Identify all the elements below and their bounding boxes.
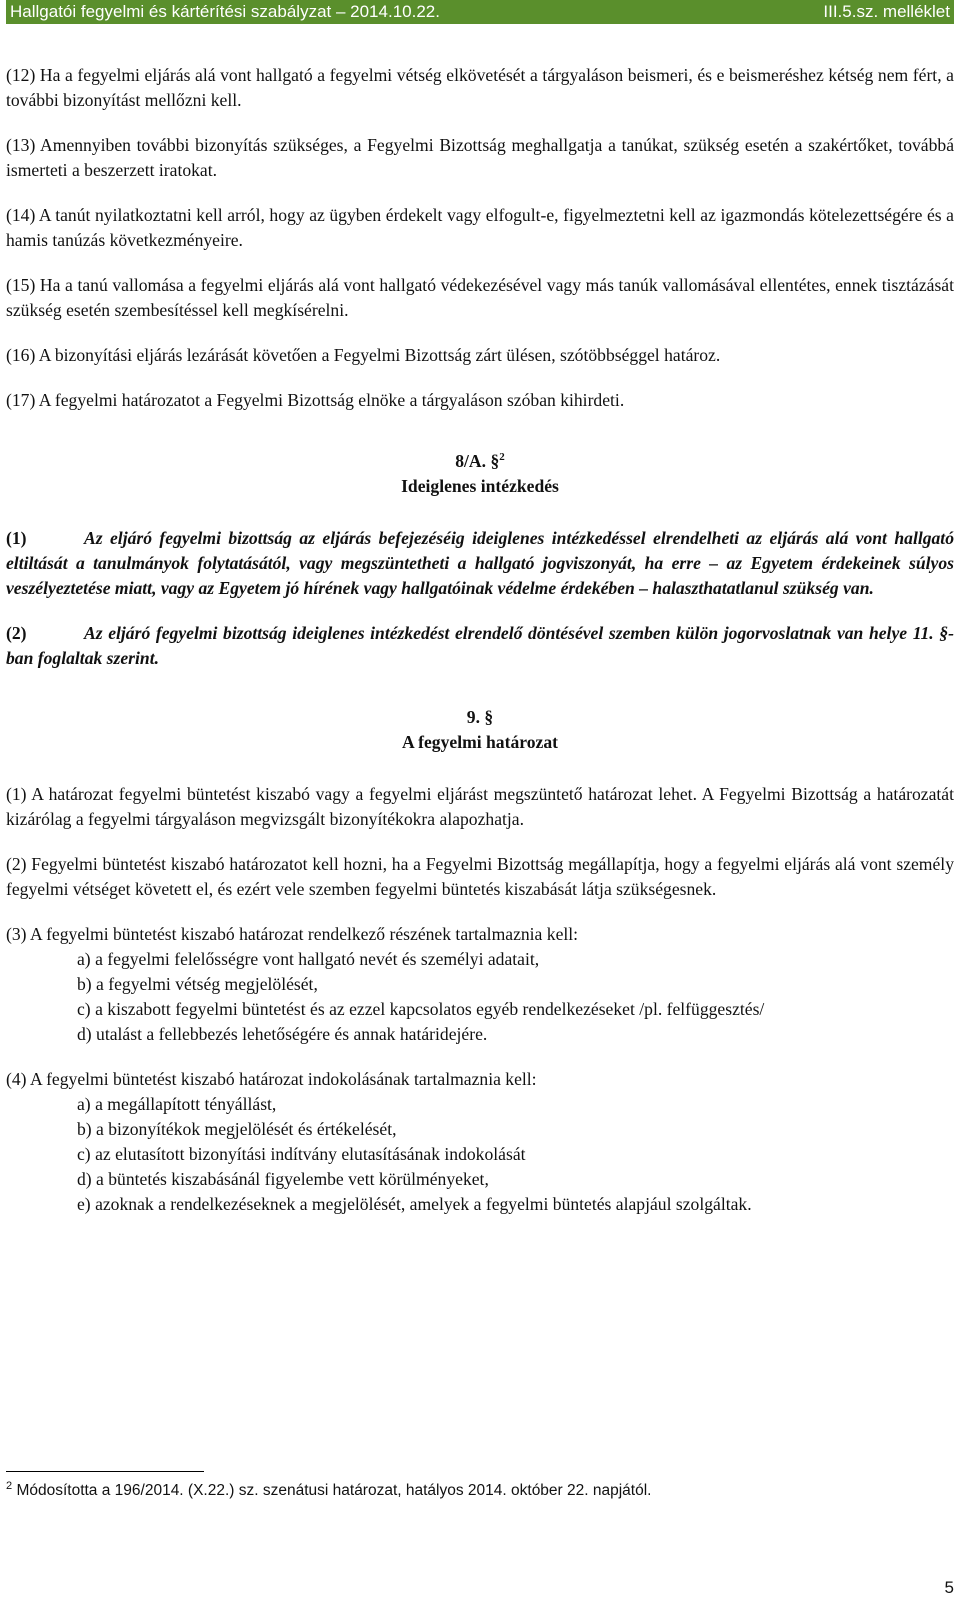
paragraph-16: (16) A bizonyítási eljárás lezárását követően a Fegyelmi Bizottság zárt ülésen, szótöbbséggel határoz. [6, 345, 721, 365]
section-9-paragraph-4-intro: (4) A fegyelmi büntetést kiszabó határozat indokolásának tartalmaznia kell: [6, 1069, 537, 1089]
item-number: (2) [6, 623, 27, 643]
list-item: b) a fegyelmi vétség megjelölését, [77, 974, 318, 994]
page-header [6, 0, 954, 24]
section-9-paragraph-3-intro: (3) A fegyelmi büntetést kiszabó határozat rendelkező részének tartalmaznia kell: [6, 924, 579, 944]
paragraph-13: (13) Amennyiben további bizonyítás szükséges, a Fegyelmi Bizottság meghallgatja a tanúkat, szükség esetén a szakértőket, továbbá ismerteti a beszerzett iratokat. [6, 135, 954, 180]
list-item: c) a kiszabott fegyelmi büntetést és az ezzel kapcsolatos egyéb rendelkezéseket /pl. felfüggesztés/ [77, 999, 765, 1019]
footnote-reference: 2 [499, 451, 505, 464]
section-8a-number [6, 449, 954, 474]
section-8a-item-1 [6, 526, 954, 601]
list-item: a) a fegyelmi felelősségre vont hallgató nevét és személyi adatait, [77, 949, 540, 969]
paragraph-12: (12) Ha a fegyelmi eljárás alá vont hallgató a fegyelmi vétség elkövetését a tárgyaláson beismeri, és e beismeréshez kétség nem fért, a további bizonyítást mellőzni kell. [6, 65, 954, 110]
section-8a-title: Ideiglenes intézkedés [401, 476, 559, 496]
item-number: (1) [6, 528, 27, 548]
list-item: b) a bizonyítékok megjelölését és értékelését, [77, 1119, 397, 1139]
paragraph-14: (14) A tanút nyilatkoztatni kell arról, hogy az ügyben érdekelt vagy elfogult-e, figyelmeztetni kell az igazmondás kötelezettségére és a hamis tanúzás következményeire. [6, 205, 954, 250]
list-item: d) utalást a fellebbezés lehetőségére és annak határidejére. [77, 1024, 488, 1044]
section-9-title: A fegyelmi határozat [401, 732, 559, 752]
list-item: d) a büntetés kiszabásánál figyelembe vett körülményeket, [77, 1169, 489, 1189]
document-body [6, 63, 954, 1217]
section-8a-item-2 [6, 621, 954, 671]
paragraph-17: (17) A fegyelmi határozatot a Fegyelmi Bizottság elnöke a tárgyaláson szóban kihirdeti. [6, 390, 625, 410]
section-9-paragraph-1: (1) A határozat fegyelmi büntetést kiszabó vagy a fegyelmi eljárást megszüntető határozat lehet. A Fegyelmi Bizottság a határozatát kizárólag a fegyelmi tárgyaláson megvizsgált bizonyítékokra alapozhatja. [6, 784, 954, 829]
list-item: c) az elutasított bizonyítási indítvány elutasításának indokolását [77, 1144, 526, 1164]
header-title: Hallgatói fegyelmi és kártérítési szabályzat – 2014.10.22. [10, 2, 440, 21]
page-number: 5 [944, 1578, 954, 1597]
footnote-text: Módosította a 196/2014. (X.22.) sz. szenátusi határozat, hatályos 2014. október 22. napjától. [16, 1482, 652, 1499]
footnote-mark: 2 [6, 1479, 13, 1492]
section-9-number: 9. § [466, 707, 494, 727]
section-9-paragraph-2: (2) Fegyelmi büntetést kiszabó határozatot kell hozni, ha a Fegyelmi Bizottság megállapítja, hogy a fegyelmi eljárás alá vont személy fegyelmi vétséget követett el, és ezért vele szemben fegyelmi büntetés kiszabását látja szükségesnek. [6, 854, 954, 899]
footnote-divider [6, 1471, 204, 1472]
item-text: Az eljáró fegyelmi bizottság ideiglenes intézkedést elrendelő döntésével szemben külön jogorvoslatnak van helye 11. §-ban foglaltak szerint. [6, 623, 954, 668]
list-item: a) a megállapított tényállást, [77, 1094, 277, 1114]
item-text: Az eljáró fegyelmi bizottság az eljárás befejezéséig ideiglenes intézkedéssel elrendelheti az eljárás alá vont hallgató eltiltását a tanulmányok folytatásától, vagy megszüntetheti a hallgató jogviszonyát, ha erre – az Egyetem érdekeinek súlyos veszélyeztetése miatt, vagy az Egyetem jó hírének vagy hallgatóinak védelme érdekében – halaszthatatlanul szükség van. [6, 528, 954, 598]
section-8a-label: 8/A. § [455, 451, 500, 471]
footnote [6, 1480, 954, 1502]
list-item: e) azoknak a rendelkezéseknek a megjelölését, amelyek a fegyelmi büntetés alapjául szolgáltak. [77, 1194, 752, 1214]
header-annex: III.5.sz. melléklet [823, 2, 950, 21]
paragraph-15: (15) Ha a tanú vallomása a fegyelmi eljárás alá vont hallgató védekezésével vagy más tanúk vallomásával ellentétes, ennek tisztázását szükség esetén szembesítéssel kell megkísérelni. [6, 275, 954, 320]
